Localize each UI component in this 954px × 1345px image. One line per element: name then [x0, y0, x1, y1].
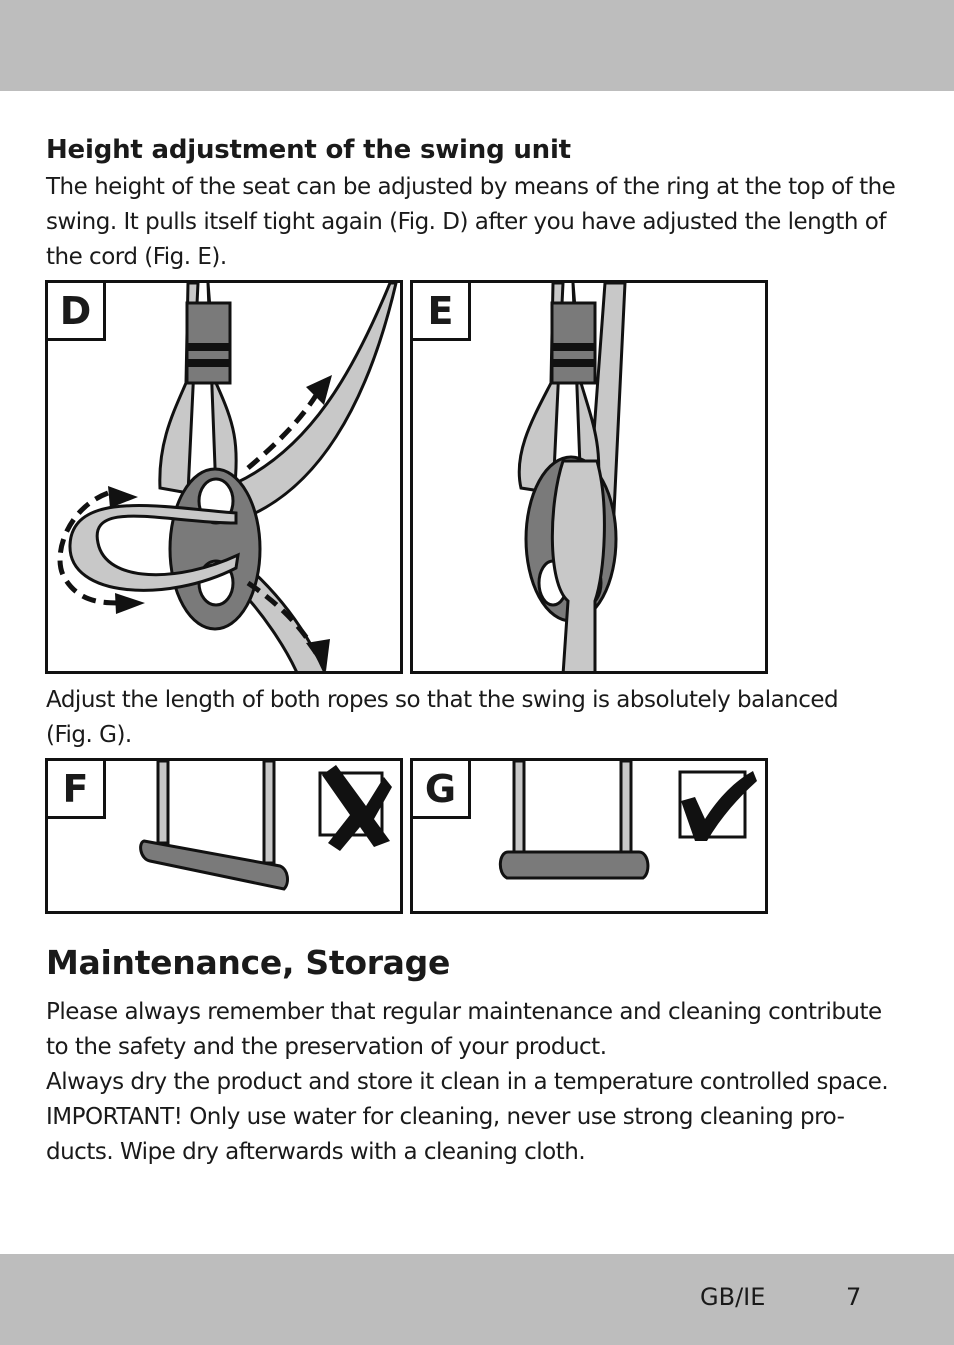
paragraph-line: Adjust the length of both ropes so that the swing is absolutely balanced [46, 687, 839, 713]
paragraph-line: swing. It pulls itself tight again (Fig. D) after you have adjusted the length of [46, 209, 886, 235]
figure-letter-f: F [45, 758, 106, 819]
figure-letter-e: E [410, 280, 471, 341]
footer-band [0, 1254, 954, 1345]
paragraph-line: (Fig. G). [46, 722, 132, 748]
maintenance-paragraph [46, 995, 908, 1170]
paragraph-line: Always dry the product and store it clean in a temperature controlled space. [46, 1069, 889, 1095]
paragraph-line: The height of the seat can be adjusted by means of the ring at the top of the [46, 174, 896, 200]
section-heading-height-adjustment: Height adjustment of the swing unit [46, 135, 571, 165]
figure-g [410, 758, 768, 914]
figure-letter-g: G [410, 758, 471, 819]
height-adjustment-paragraph [46, 170, 908, 275]
page-number: 7 [846, 1283, 862, 1311]
paragraph-line: the cord (Fig. E). [46, 244, 227, 270]
figure-d [45, 280, 403, 674]
paragraph-line: to the safety and the preservation of your product. [46, 1034, 607, 1060]
paragraph-line: ducts. Wipe dry afterwards with a cleaning cloth. [46, 1139, 586, 1165]
footer-language-code: GB/IE [700, 1283, 766, 1311]
section-heading-maintenance: Maintenance, Storage [46, 943, 451, 982]
rope-loosened-illustration [48, 283, 400, 671]
paragraph-line: IMPORTANT! Only use water for cleaning, never use strong cleaning pro- [46, 1104, 845, 1130]
figure-letter-d: D [45, 280, 106, 341]
figure-f [45, 758, 403, 914]
header-band [0, 0, 954, 91]
paragraph-line: Please always remember that regular maintenance and cleaning contribute [46, 999, 882, 1025]
balance-paragraph [46, 683, 908, 753]
rope-tightened-illustration [413, 283, 765, 671]
figure-e [410, 280, 768, 674]
